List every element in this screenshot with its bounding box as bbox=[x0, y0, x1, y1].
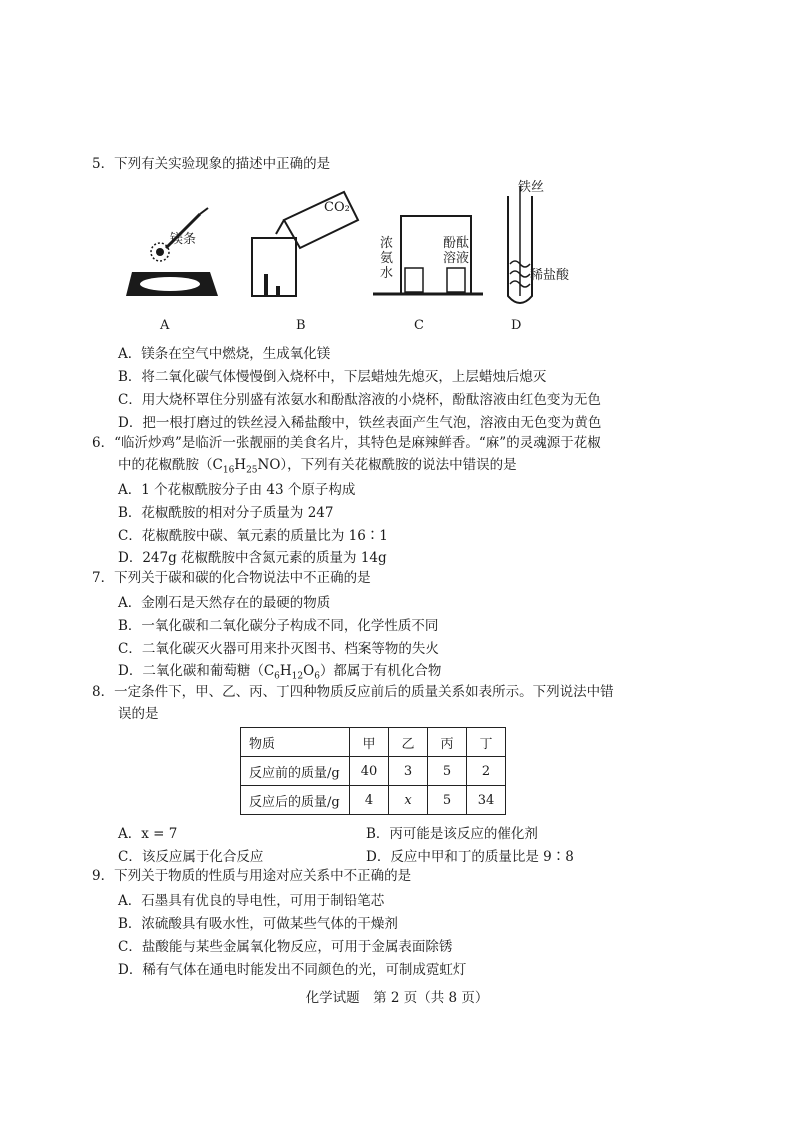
table-cell: 34 bbox=[467, 786, 506, 815]
fig-a-label: A bbox=[160, 318, 170, 333]
table-header-cell: 甲 bbox=[350, 728, 389, 757]
table-cell: 反应前的质量/g bbox=[241, 757, 350, 786]
fig-d-note-top: 铁丝 bbox=[518, 180, 545, 195]
q8-option-a: A．x = 7 bbox=[118, 826, 178, 842]
q9-option-b: B．浓硫酸具有吸水性，可做某些气体的干燥剂 bbox=[118, 916, 398, 932]
table-cell: 3 bbox=[389, 757, 428, 786]
q6-option-a: A．1 个花椒酰胺分子由 43 个原子构成 bbox=[118, 482, 356, 498]
q6-stem-line1: 6．“临沂炒鸡”是临沂一张靓丽的美食名片，其特色是麻辣鲜香。“麻”的灵魂源于花椒 bbox=[92, 435, 601, 451]
q8-option-d: D．反应中甲和丁的质量比是 9∶8 bbox=[366, 849, 574, 865]
table-cell: 40 bbox=[350, 757, 389, 786]
q6-option-d: D．247g 花椒酰胺中含氮元素的质量为 14g bbox=[118, 550, 387, 566]
table-cell: 5 bbox=[428, 786, 467, 815]
q5-option-d: D．把一根打磨过的铁丝浸入稀盐酸中，铁丝表面产生气泡，溶液由无色变为黄色 bbox=[118, 415, 602, 431]
table-header-cell: 乙 bbox=[389, 728, 428, 757]
q6-stem-line2: 中的花椒酰胺$(C_{16}H_{25}NO)$，下列有关花椒酰胺的说法中错误的是 bbox=[118, 457, 517, 476]
q5-figures bbox=[118, 176, 578, 336]
fig-c-note-left: 浓 氨 水 bbox=[380, 236, 394, 281]
table-cell: x bbox=[389, 786, 428, 815]
fig-b-note: CO₂ bbox=[324, 200, 350, 215]
q7-option-c: C．二氧化碳灭火器可用来扑灭图书、档案等物的失火 bbox=[118, 641, 439, 657]
fig-d-note-side: 稀盐酸 bbox=[530, 268, 570, 283]
fig-d-label: D bbox=[511, 318, 522, 333]
q8-option-c: C．该反应属于化合反应 bbox=[118, 849, 264, 865]
table-cell: 5 bbox=[428, 757, 467, 786]
fig-c-note-right: 酚酞 溶液 bbox=[443, 236, 470, 266]
table-row bbox=[241, 757, 506, 786]
q7-option-d: D．二氧化碳和葡萄糖$(C_6H_{12}O_6)$都属于有机化合物 bbox=[118, 663, 442, 682]
fig-b-label: B bbox=[296, 318, 306, 333]
q5-option-a: A．镁条在空气中燃烧，生成氧化镁 bbox=[118, 346, 331, 362]
fig-a-note: 镁条 bbox=[170, 232, 197, 247]
fig-c-label: C bbox=[414, 318, 424, 333]
table-header-cell: 丙 bbox=[428, 728, 467, 757]
q9-option-c: C．盐酸能与某些金属氧化物反应，可用于金属表面除锈 bbox=[118, 939, 453, 955]
q9-stem: 9．下列关于物质的性质与用途对应关系中不正确的是 bbox=[92, 868, 412, 884]
q7-option-b: B．一氧化碳和二氧化碳分子构成不同，化学性质不同 bbox=[118, 618, 439, 634]
q6-option-c: C．花椒酰胺中碳、氧元素的质量比为 16∶1 bbox=[118, 528, 388, 544]
page-footer: 化学试题 第 2 页（共 8 页） bbox=[305, 990, 489, 1006]
table-cell: 2 bbox=[467, 757, 506, 786]
table-header-cell: 物质 bbox=[241, 728, 350, 757]
co2-pour-figure bbox=[248, 176, 368, 311]
q9-option-d: D．稀有气体在通电时能发出不同颜色的光，可制成霓虹灯 bbox=[118, 962, 467, 978]
q6-option-b: B．花椒酰胺的相对分子质量为 247 bbox=[118, 505, 334, 521]
q5-option-b: B．将二氧化碳气体慢慢倒入烧杯中，下层蜡烛先熄灭，上层蜡烛后熄灭 bbox=[118, 369, 547, 385]
table-header-row bbox=[241, 728, 506, 757]
q8-stem-line1: 8．一定条件下，甲、乙、丙、丁四种物质反应前后的质量关系如表所示。下列说法中错 bbox=[92, 684, 614, 700]
iron-wire-test-tube-figure bbox=[500, 186, 540, 316]
table-cell: 反应后的质量/g bbox=[241, 786, 350, 815]
q7-stem: 7．下列关于碳和碳的化合物说法中不正确的是 bbox=[92, 570, 371, 586]
table-row bbox=[241, 786, 506, 815]
q8-option-b: B．丙可能是该反应的催化剂 bbox=[366, 826, 538, 842]
q9-option-a: A．石墨具有优良的导电性，可用于制铅笔芯 bbox=[118, 893, 385, 909]
q5-stem: 5．下列有关实验现象的描述中正确的是 bbox=[92, 156, 331, 172]
mass-table bbox=[240, 727, 506, 815]
q8-stem-line2: 误的是 bbox=[118, 706, 159, 722]
q7-option-a: A．金刚石是天然存在的最硬的物质 bbox=[118, 595, 331, 611]
table-cell: 4 bbox=[350, 786, 389, 815]
table-header-cell: 丁 bbox=[467, 728, 506, 757]
q5-option-c: C．用大烧杯罩住分别盛有浓氨水和酚酞溶液的小烧杯，酚酞溶液由红色变为无色 bbox=[118, 392, 601, 408]
magnesium-burning-figure bbox=[118, 196, 228, 306]
